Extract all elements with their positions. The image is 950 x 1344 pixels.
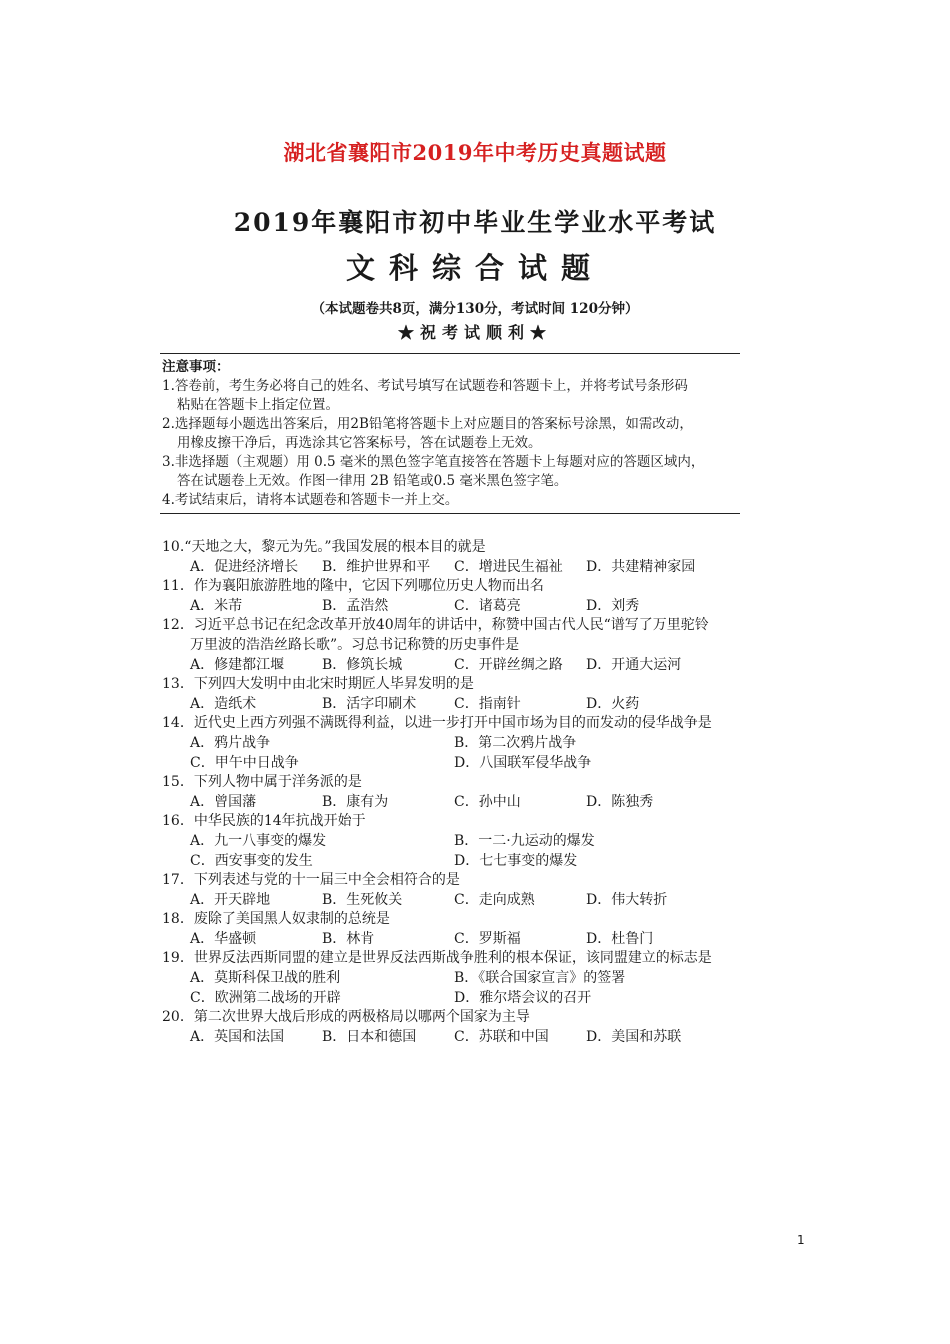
option-b: B．生死攸关 — [322, 891, 403, 908]
question-20-options — [162, 1028, 742, 1048]
note-line-continued: 答在试题卷上无效。作图一律用 2B 铅笔或0.5 毫米黑色签字笔。 — [177, 473, 568, 489]
note-line-continued: 粘贴在答题卡上指定位置。 — [177, 397, 339, 413]
option-a: A．曾国藩 — [190, 793, 257, 810]
note-line: 4.考试结束后，请将本试题卷和答题卡一并上交。 — [162, 492, 459, 508]
notes-title: 注意事项： — [162, 359, 230, 375]
option-a: A．英国和法国 — [190, 1028, 285, 1045]
option-a: A．九一八事变的爆发 — [190, 832, 327, 849]
option-d: D．伟大转折 — [586, 891, 668, 908]
option-d: D．火药 — [586, 695, 640, 712]
option-d: D．刘秀 — [586, 597, 640, 614]
note-item — [162, 491, 740, 510]
option-b: B．孟浩然 — [322, 597, 389, 614]
good-luck-banner: ★祝考试顺利★ — [397, 323, 552, 342]
option-c: C．孙中山 — [454, 793, 521, 810]
option-c: C．开辟丝绸之路 — [454, 656, 563, 673]
note-item — [162, 453, 740, 491]
question-16-stem: 16．中华民族的14年抗战开始于 — [162, 813, 366, 830]
question-18-stem: 18．废除了美国黑人奴隶制的总统是 — [162, 911, 390, 928]
option-c: C．西安事变的发生 — [190, 852, 313, 869]
exam-title: 2019年襄阳市初中毕业生学业水平考试 — [233, 208, 717, 237]
question-20-stem: 20．第二次世界大战后形成的两极格局以哪两个国家为主导 — [162, 1009, 530, 1026]
option-c: C．走向成熟 — [454, 891, 535, 908]
question-14-options-row2 — [162, 754, 742, 774]
question-17-options — [162, 891, 742, 911]
question-17-stem: 17．下列表述与党的十一届三中全会相符合的是 — [162, 872, 460, 889]
option-d: D．八国联军侵华战争 — [454, 754, 592, 771]
option-d: D．陈独秀 — [586, 793, 654, 810]
exam-notes — [162, 358, 740, 510]
option-b: B．日本和德国 — [322, 1028, 417, 1045]
option-c: C．罗斯福 — [454, 930, 521, 947]
question-11-options — [162, 597, 742, 617]
page-number: 1 — [797, 1233, 805, 1247]
exam-info: （本试题卷共8页，满分130分，考试时间 120分钟） — [311, 301, 639, 317]
question-19-options-row2 — [162, 989, 742, 1009]
question-18-options — [162, 930, 742, 950]
note-item — [162, 415, 740, 453]
option-c: C．诸葛亮 — [454, 597, 521, 614]
option-d: D．七七事变的爆发 — [454, 852, 578, 869]
question-12-stem-continued: 万里波的浩浩丝路长歌”。习总书记称赞的历史事件是 — [190, 636, 520, 653]
note-line: 3.非选择题（主观题）用 0.5 毫米的黑色签字笔直接答在答题卡上每题对应的答题区域内， — [162, 454, 705, 470]
question-10-options — [162, 558, 742, 578]
note-line: 1.答卷前，考生务必将自己的姓名、考试号填写在试题卷和答题卡上，并将考试号条形码 — [162, 378, 688, 394]
question-16-options-row1 — [162, 832, 742, 852]
note-item — [162, 377, 740, 415]
document-title: 湖北省襄阳市2019年中考历史真题试题 — [283, 140, 667, 165]
option-d: D．美国和苏联 — [586, 1028, 682, 1045]
option-a: A．开天辟地 — [190, 891, 271, 908]
option-b: B．维护世界和平 — [322, 558, 431, 575]
option-a: A．莫斯科保卫战的胜利 — [190, 970, 341, 987]
option-b: B．一二·九运动的爆发 — [454, 832, 595, 849]
question-14-options-row1 — [162, 734, 742, 754]
option-a: A．修建都江堰 — [190, 656, 285, 673]
question-10-stem: 10.“天地之大，黎元为先。”我国发展的根本目的就是 — [162, 539, 486, 555]
option-c: C．甲午中日战争 — [190, 754, 299, 771]
bottom-divider — [160, 513, 740, 514]
option-c: C．欧洲第二战场的开辟 — [190, 989, 341, 1006]
option-b: B．活字印刷术 — [322, 695, 417, 712]
option-b: B．康有为 — [322, 793, 389, 810]
question-13-stem: 13．下列四大发明中由北宋时期匠人毕昇发明的是 — [162, 676, 474, 693]
question-15-stem: 15．下列人物中属于洋务派的是 — [162, 774, 362, 791]
option-c: C．指南针 — [454, 695, 521, 712]
option-b: B．第二次鸦片战争 — [454, 734, 577, 751]
question-11-stem: 11．作为襄阳旅游胜地的隆中，它因下列哪位历史人物而出名 — [162, 578, 544, 595]
question-15-options — [162, 793, 742, 813]
question-12-options — [162, 656, 742, 676]
option-a: A．米芾 — [190, 597, 243, 614]
option-b: B．修筑长城 — [322, 656, 403, 673]
question-19-options-row1 — [162, 969, 742, 989]
exam-subtitle: 文科综合试题 — [345, 251, 604, 285]
note-line: 2.选择题每小题选出答案后，用2B铅笔将答题卡上对应题目的答案标号涂黑，如需改动， — [162, 416, 693, 432]
option-b: B．林肯 — [322, 930, 375, 947]
question-14-stem: 14．近代史上西方列强不满既得利益，以进一步打开中国市场为目的而发动的侵华战争是 — [162, 715, 712, 732]
option-a: A．造纸术 — [190, 695, 257, 712]
top-divider — [160, 353, 740, 354]
option-d: D．开通大运河 — [586, 656, 682, 673]
option-d: D．共建精神家园 — [586, 558, 696, 575]
question-13-options — [162, 695, 742, 715]
question-12-stem: 12．习近平总书记在纪念改革开放40周年的讲话中，称赞中国古代人民“谱写了万里驼铃 — [162, 617, 709, 634]
option-a: A．鸦片战争 — [190, 734, 271, 751]
question-19-stem: 19．世界反法西斯同盟的建立是世界反法西斯战争胜利的根本保证，该同盟建立的标志是 — [162, 950, 712, 967]
question-16-options-row2 — [162, 852, 742, 872]
option-c: C．增进民生福祉 — [454, 558, 563, 575]
option-a: A．促进经济增长 — [190, 558, 299, 575]
option-d: D．杜鲁门 — [586, 930, 654, 947]
option-b: B．《联合国家宣言》的签署 — [454, 970, 626, 987]
note-line-continued: 用橡皮擦干净后，再选涂其它答案标号，答在试题卷上无效。 — [177, 435, 542, 451]
option-d: D．雅尔塔会议的召开 — [454, 989, 592, 1006]
option-a: A．华盛顿 — [190, 930, 257, 947]
question-list — [162, 538, 742, 1047]
option-c: C．苏联和中国 — [454, 1028, 549, 1045]
